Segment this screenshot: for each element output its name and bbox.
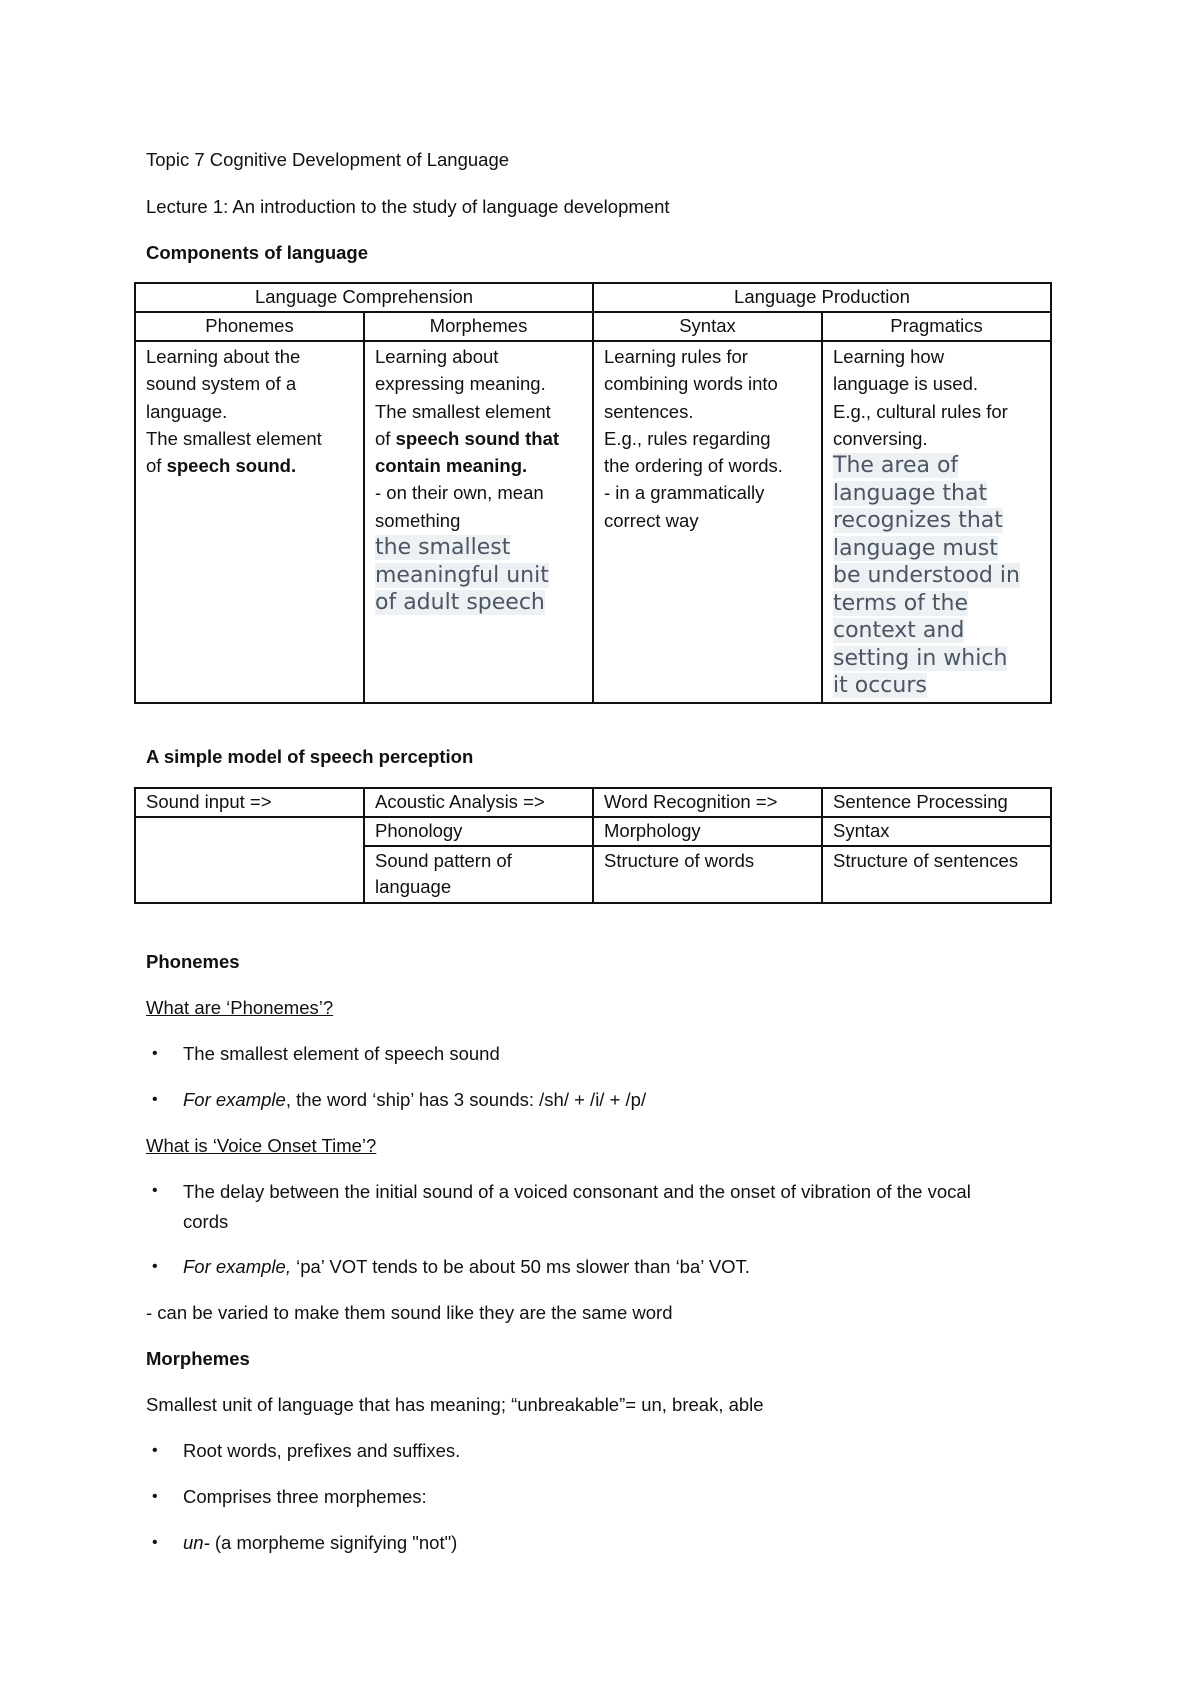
model-cell: Structure of words: [593, 846, 822, 903]
bullet-text: [183, 1089, 646, 1111]
hl-line: terms of the: [833, 590, 969, 616]
cell-line: correct way: [604, 509, 699, 531]
model-cell: Sound pattern of language: [364, 846, 593, 903]
bullet-icon: •: [152, 1258, 158, 1275]
italic-text: For example: [183, 1089, 286, 1110]
bullet-icon: •: [152, 1091, 158, 1108]
cell-line: language.: [146, 400, 228, 422]
cell-line: sentences.: [604, 400, 694, 422]
cell-line: The smallest element: [375, 400, 551, 422]
cell-bold-text: speech sound.: [166, 455, 297, 477]
cell-line: expressing meaning.: [375, 373, 546, 395]
col-header-syntax: Syntax: [593, 312, 822, 341]
hl-line: context and: [833, 618, 965, 644]
bullet-text: Root words, prefixes and suffixes.: [183, 1440, 461, 1461]
text: ‘pa’ VOT tends to be about 50 ms slower than ‘ba’ VOT.: [290, 1256, 750, 1277]
header-language-comprehension: Language Comprehension: [135, 283, 593, 312]
cell-line: Learning how: [833, 346, 945, 367]
bullet-icon: •: [152, 1534, 158, 1551]
italic-text: un-: [183, 1532, 210, 1553]
bullet-text: [183, 1177, 971, 1237]
components-table: [134, 282, 1052, 704]
phonemes-heading: Phonemes: [146, 951, 240, 972]
hl-line: meaningful unit: [375, 562, 549, 588]
highlighted-definition: [375, 534, 582, 617]
hl-line: it occurs: [833, 673, 927, 699]
bullet-text: The smallest element of speech sound: [183, 1043, 500, 1064]
model-heading: A simple model of speech perception: [146, 746, 474, 767]
pragmatics-cell: [822, 341, 1051, 703]
bullet-text: [183, 1532, 457, 1554]
document-title: Topic 7 Cognitive Development of Language: [146, 149, 510, 170]
speech-model-table: [134, 787, 1052, 904]
cell-line: E.g., cultural rules for: [833, 400, 1008, 422]
text-line: cords: [183, 1211, 229, 1232]
bullet-icon: •: [152, 1045, 158, 1062]
morphemes-definition: Smallest unit of language that has meaning; “unbreakable”= un, break, able: [146, 1394, 764, 1415]
bullet-icon: •: [152, 1442, 158, 1459]
hl-line: recognizes that: [833, 508, 1003, 534]
morphemes-cell: [364, 341, 593, 703]
cell-text: of: [375, 427, 396, 449]
cell-line: - on their own, mean: [375, 482, 544, 504]
model-cell: Phonology: [364, 817, 593, 846]
cell-line: Learning about the: [146, 346, 301, 367]
phonemes-cell: [135, 341, 364, 703]
model-cell: Structure of sentences: [822, 846, 1051, 903]
model-cell: Acoustic Analysis =>: [364, 788, 593, 817]
phonemes-question: What are ‘Phonemes’?: [146, 997, 334, 1018]
cell-line: - in a grammatically: [604, 482, 765, 504]
cell-line: language is used.: [833, 373, 979, 395]
morphemes-heading: Morphemes: [146, 1348, 250, 1369]
cell-line: conversing.: [833, 427, 928, 449]
lecture-title: Lecture 1: An introduction to the study of language development: [146, 196, 670, 217]
cell-line: something: [375, 509, 461, 531]
model-cell: Sound input =>: [135, 788, 364, 817]
col-header-morphemes: Morphemes: [364, 312, 593, 341]
cell-line: Learning rules for: [604, 346, 748, 367]
model-cell: Word Recognition =>: [593, 788, 822, 817]
text-line: The delay between the initial sound of a voiced consonant and the onset of vibration of the vocal: [183, 1181, 971, 1202]
header-language-production: Language Production: [593, 283, 1051, 312]
cell-line: the ordering of words.: [604, 455, 783, 477]
cell-text: of: [146, 455, 167, 477]
cell-line: E.g., rules regarding: [604, 427, 771, 449]
bullet-icon: •: [152, 1182, 158, 1199]
hl-line: be understood in: [833, 563, 1020, 589]
hl-line: language that: [833, 480, 988, 506]
cell-line: contain meaning.: [375, 455, 528, 477]
text: , the word ‘ship’ has 3 sounds: /sh/ + /i/ + /p/: [285, 1089, 647, 1110]
bullet-text: Comprises three morphemes:: [183, 1486, 427, 1507]
cell-line: [146, 452, 353, 479]
hl-line: the smallest: [375, 535, 511, 561]
cell-line: [375, 425, 582, 452]
hl-line: The area of: [833, 453, 959, 479]
cell-line: Learning about: [375, 346, 499, 367]
syntax-cell: [593, 341, 822, 703]
hl-line: setting in which: [833, 645, 1008, 671]
vot-question: What is ‘Voice Onset Time’?: [146, 1135, 377, 1156]
italic-text: For example,: [183, 1256, 291, 1277]
highlighted-definition: [833, 452, 1040, 700]
cell-bold-text: speech sound that: [395, 427, 560, 449]
components-heading: Components of language: [146, 242, 368, 263]
cell-line: The smallest element: [146, 427, 322, 449]
col-header-pragmatics: Pragmatics: [822, 312, 1051, 341]
cell-line: combining words into: [604, 373, 778, 395]
model-cell: Syntax: [822, 817, 1051, 846]
vot-note: - can be varied to make them sound like they are the same word: [146, 1302, 673, 1323]
hl-line: language must: [833, 535, 998, 561]
col-header-phonemes: Phonemes: [135, 312, 364, 341]
bullet-icon: •: [152, 1488, 158, 1505]
model-cell: Morphology: [593, 817, 822, 846]
model-cell: Sentence Processing: [822, 788, 1051, 817]
bullet-text: [183, 1256, 750, 1278]
text: (a morpheme signifying "not"): [209, 1532, 458, 1553]
hl-line: of adult speech: [375, 590, 545, 616]
cell-line: sound system of a: [146, 373, 297, 395]
model-cell-empty: [135, 817, 364, 903]
